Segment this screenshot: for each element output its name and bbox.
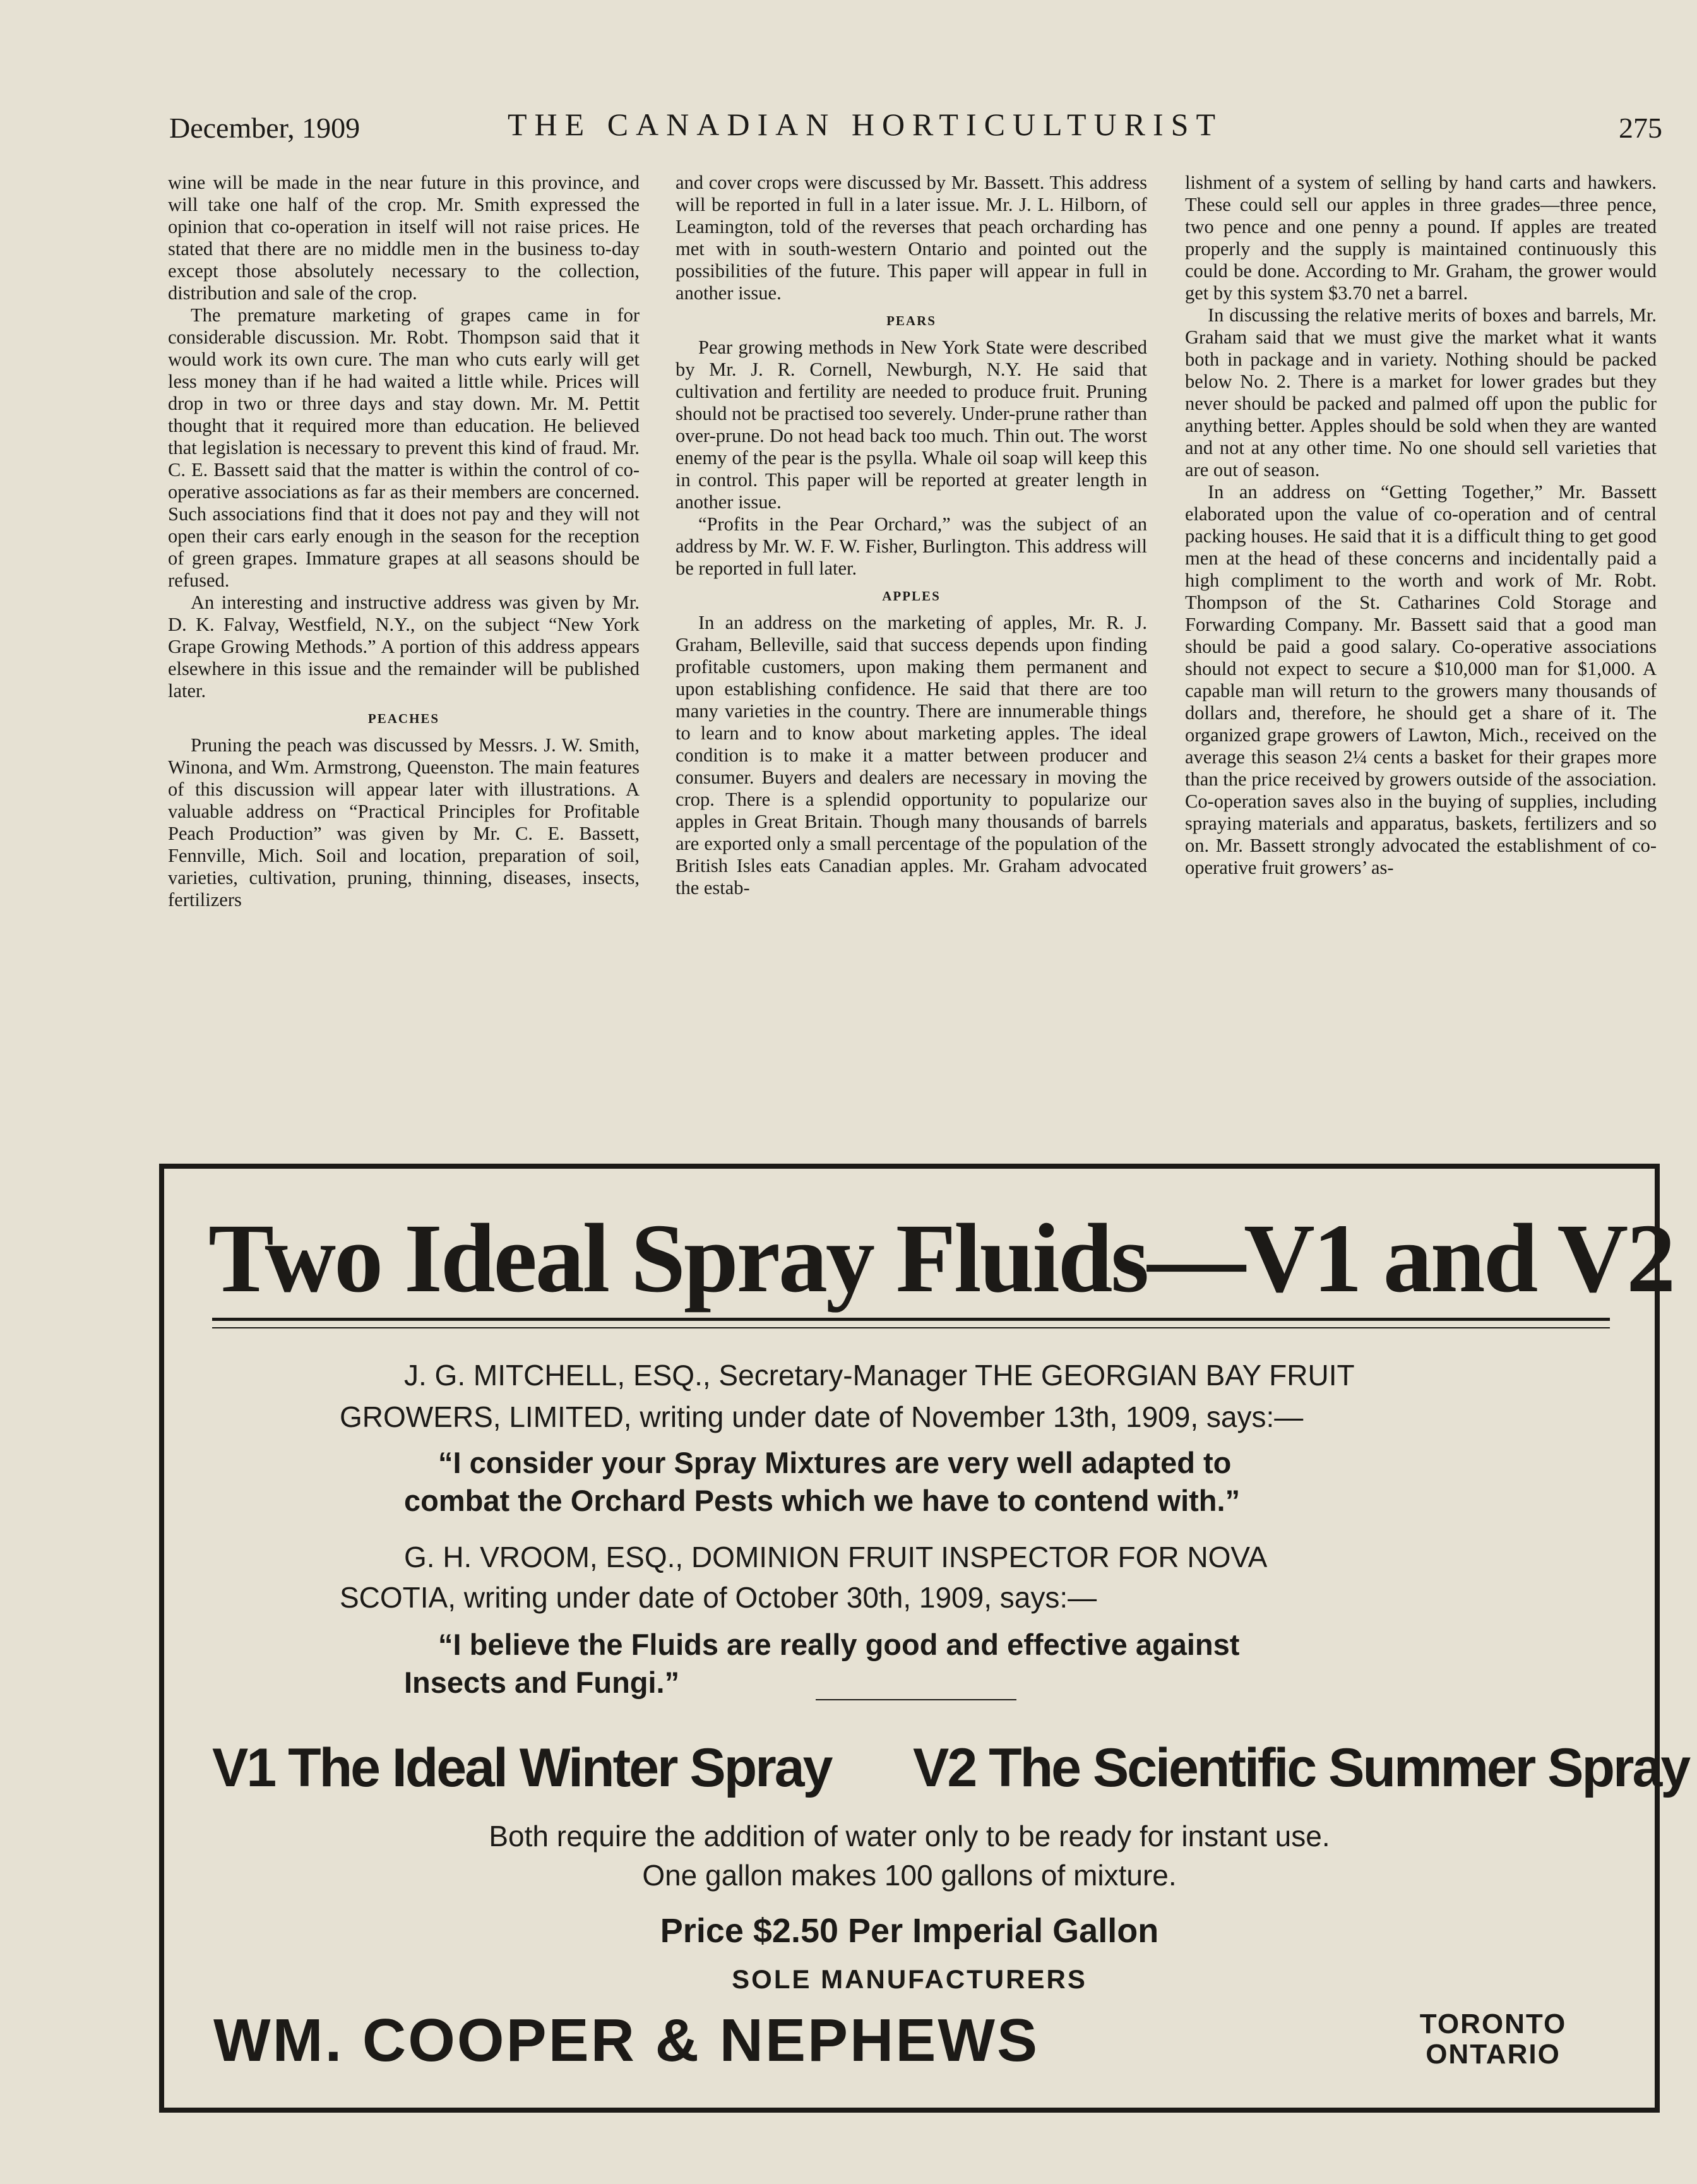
paragraph: “Profits in the Pear Orchard,” was the subject of an address by Mr. W. F. W. Fisher, Burlington. This address will be reported in full later. [676, 513, 1147, 579]
page-header [169, 106, 1662, 150]
v1-product-title: V1 The Ideal Winter Spray [212, 1738, 831, 1798]
paragraph: In discussing the relative merits of boxes and barrels, Mr. Graham said that we must give the market what it wants both in package and in variety. Nothing should be packed below No. 2. There is a market for lower grades but they never should be packed and palmed off upon the public for anything better. Apples should be sold when they are wanted and not at any other time. No one should sell varieties that are out of season. [1185, 304, 1657, 480]
province-ontario: ONTARIO [1426, 2039, 1561, 2070]
manufacturer-name: WM. COOPER & NEPHEWS [213, 2007, 1040, 2074]
article-column-2 [676, 172, 1147, 1147]
section-heading-peaches: PEACHES [367, 711, 440, 726]
headline-rule [212, 1327, 1610, 1328]
paragraph: The premature marketing of grapes came in for considerable discussion. Mr. Robt. Thompson said that it would work its own cure. The man who cuts early will get less money than if he had waited a little while. Prices will drop in two or three days and stay down. Mr. M. Pettit thought that it required more than education. He believed that legislation is necessary to prevent this kind of fraud. Mr. C. E. Bassett said that the matter is within the control of co-operative associations as far as their members are concerned. Such associations find that it does not pay and they will not open their cars early enough in the season for the reception of green grapes. Immature grapes at all seasons should be refused. [168, 304, 640, 591]
headline-rule [212, 1318, 1610, 1321]
paragraph: In an address on the marketing of apples, Mr. R. J. Graham, Belleville, said that success depends upon finding profitable customers, upon making them permanent and upon establishing confidence. He said that there are too many varieties in the country. There are innumerable things to learn and to know about marketing apples. The ideal condition is to make it a matter between producer and consumer. Buyers and dealers are necessary in moving the crop. There is a splendid opportunity to popularize our apples in Great Britain. Though many thousands of barrels are exported only a small percentage of the population of the British Isles eats Canadian apples. Mr. Graham advocated the estab- [676, 612, 1147, 898]
paragraph: and cover crops were discussed by Mr. Bassett. This address will be reported in full in a later issue. Mr. J. L. Hilborn, of Leamington, told of the reverses that peach orcharding has met with in south-western Ontario and pointed out the possibilities of the future. This paper will appear in full in another issue. [676, 172, 1147, 304]
paragraph: wine will be made in the near future in this province, and will take one half of the crop. Mr. Smith expressed the opinion that co-operation in itself will not raise prices. He stated that there are no middle men in the business to-day except those absolutely necessary to the collection, distribution and sale of the crop. [168, 172, 640, 304]
city-toronto: TORONTO [1419, 2008, 1567, 2039]
page-number: 275 [1619, 112, 1662, 144]
quote-1-line-2: combat the Orchard Pests which we have to contend with.” [404, 1484, 1241, 1517]
v2-product-title: V2 The Scientific Summer Spray [913, 1738, 1689, 1798]
sole-manufacturers-label: SOLE MANUFACTURERS [732, 1964, 1087, 1994]
issue-date: December, 1909 [169, 112, 360, 144]
paragraph: Pruning the peach was discussed by Messrs. J. W. Smith, Winona, and Wm. Armstrong, Queenston. The main features of this discussion will appear later with illustrations. A valuable address on “Practical Principles for Profitable Peach Production” was given by Mr. C. E. Bassett, Fennville, Mich. Soil and location, preparation of soil, varieties, cultivation, pruning, thinning, diseases, insects, fertilizers [168, 734, 640, 910]
usage-note-1: Both require the addition of water only to be ready for instant use. [489, 1820, 1330, 1853]
ad-headline: Two Ideal Spray Fluids—V1 and V2 [208, 1203, 1674, 1313]
section-heading-pears: PEARS [886, 313, 936, 328]
testimonial-2-line-2: SCOTIA, writing under date of October 30th, 1909, says:— [340, 1581, 1097, 1614]
usage-note-2: One gallon makes 100 gallons of mixture. [642, 1859, 1177, 1892]
paragraph: Pear growing methods in New York State were described by Mr. J. R. Cornell, Newburgh, N.Y. He said that cultivation and fertility are needed to produce fruit. Pruning should not be practised too severely. Under-prune rather than over-prune. Do not head back too much. Thin out. The worst enemy of the pear is the psylla. Whale oil soap will keep this in control. This paper will be reported at greater length in another issue. [676, 337, 1147, 513]
article-column-1 [168, 172, 640, 1147]
paragraph: In an address on “Getting Together,” Mr. Bassett elaborated upon the value of co-operation and of central packing houses. He said that it is a difficult thing to get good men at the head of these concerns and incidentally paid a high compliment to the worth and work of Mr. Robt. Thompson of the St. Catharines Cold Storage and Forwarding Company. Mr. Bassett said that a good man should be paid a good salary. Co-operative associations should not expect to secure a $10,000 man for $1,000. A capable man will return to the growers many thousands of dollars and, therefore, he should get a share of it. The organized grape growers of Lawton, Mich., received on the average this season 2¼ cents a basket for their grapes more than the price received by growers outside of the association. Co-operation saves also in the buying of supplies, including spraying materials and apparatus, baskets, fertilizers and so on. Mr. Bassett strongly advocated the establishment of co-operative fruit growers’ as- [1185, 481, 1657, 878]
price-line: Price $2.50 Per Imperial Gallon [660, 1912, 1159, 1950]
divider [816, 1699, 1016, 1700]
testimonial-1-line-2: GROWERS, LIMITED, writing under date of November 13th, 1909, says:— [340, 1400, 1304, 1433]
section-heading-apples: APPLES [882, 588, 941, 604]
paragraph: An interesting and instructive address was given by Mr. D. K. Falvay, Westfield, N.Y., on the subject “New York Grape Growing Methods.” A portion of this address appears elsewhere in this issue and the remainder will be published later. [168, 592, 640, 701]
advertisement-box [159, 1164, 1689, 2113]
paragraph: lishment of a system of selling by hand carts and hawkers. These could sell our apples in three grades—three pence, two pence and one penny a pound. If apples are treated properly and the supply is maintained continuously this could be done. According to Mr. Graham, the grower would get by this system $3.70 net a barrel. [1185, 172, 1657, 304]
testimonial-1-line-1: J. G. MITCHELL, ESQ., Secretary-Manager THE GEORGIAN BAY FRUIT [404, 1359, 1355, 1392]
quote-2-line-1: “I believe the Fluids are really good and effective against [438, 1628, 1240, 1661]
magazine-title: THE CANADIAN HORTICULTURIST [508, 107, 1224, 142]
quote-2-line-2: Insects and Fungi.” [404, 1666, 680, 1699]
testimonial-2-line-1: G. H. VROOM, ESQ., DOMINION FRUIT INSPECTOR FOR NOVA [404, 1541, 1268, 1573]
quote-1-line-1: “I consider your Spray Mixtures are very well adapted to [438, 1446, 1232, 1479]
article-column-3 [1185, 172, 1657, 1147]
